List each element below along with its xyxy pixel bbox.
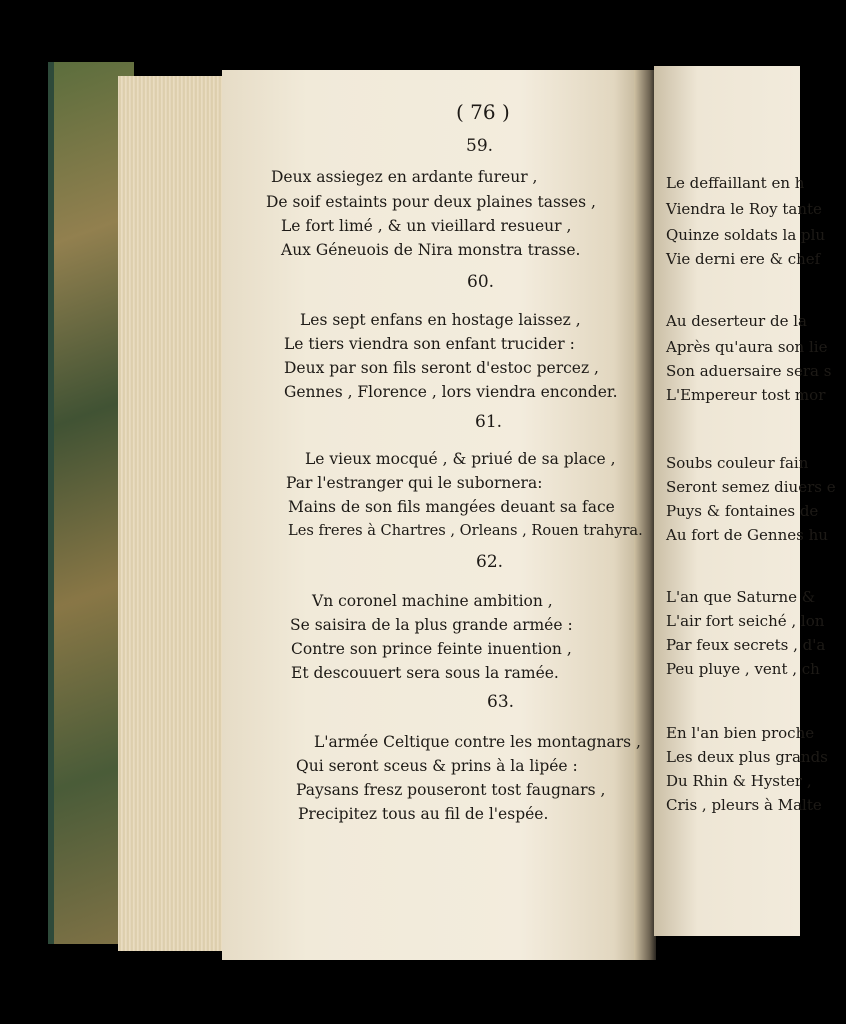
quatrain-line: Aux Géneuois de Nira monstra trasse.: [281, 241, 581, 259]
quatrain-line: Gennes , Florence , lors viendra enconder.: [284, 383, 618, 401]
page-edges: [118, 76, 226, 951]
quatrain-number: 61.: [475, 412, 503, 432]
right-page-line: L'an que Saturne &: [666, 588, 816, 606]
quatrain-line: Vn coronel machine ambition ,: [312, 592, 553, 610]
quatrain-line: Les sept enfans en hostage laissez ,: [300, 311, 581, 329]
page-number: ( 76 ): [456, 100, 510, 124]
quatrain-line: Le fort limé , & un vieillard resueur ,: [281, 217, 572, 235]
right-page-line: Puys & fontaines de: [666, 502, 819, 520]
quatrain-line: De soif estaints pour deux plaines tasses ,: [266, 193, 596, 211]
quatrain-line: Precipitez tous au fil de l'espée.: [298, 805, 549, 823]
right-page-line: Viendra le Roy tante: [666, 200, 822, 218]
quatrain-line: Par l'estranger qui le subornera:: [286, 474, 543, 492]
right-page-line: Vie derni ere & chef: [666, 250, 821, 268]
right-page-line: Soubs couleur fain: [666, 454, 809, 472]
quatrain-line: Qui seront sceus & prins à la lipée :: [296, 757, 578, 775]
right-page-line: Son aduersaire sera s: [666, 362, 832, 380]
quatrain-line: Deux assiegez en ardante fureur ,: [271, 168, 538, 186]
right-page-line: Au deserteur de la: [666, 312, 807, 330]
right-page-line: Seront semez diuers e: [666, 478, 836, 496]
right-page-line: Le deffaillant en h: [666, 174, 805, 192]
book-gutter: [634, 70, 656, 960]
quatrain-line: Se saisira de la plus grande armée :: [290, 616, 573, 634]
quatrain-line: Contre son prince feinte inuention ,: [291, 640, 572, 658]
quatrain-line: L'armée Celtique contre les montagnars ,: [314, 733, 641, 751]
right-page-line: En l'an bien proche: [666, 724, 815, 742]
right-page-line: Peu pluye , vent , ch: [666, 660, 820, 678]
right-page-line: Les deux plus grands: [666, 748, 828, 766]
quatrain-number: 60.: [467, 272, 495, 292]
quatrain-number: 59.: [466, 136, 494, 156]
right-page-line: Du Rhin & Hyster ,: [666, 772, 812, 790]
right-page-line: Quinze soldats la plu: [666, 226, 826, 244]
quatrain-line: Et descouuert sera sous la ramée.: [291, 664, 559, 682]
quatrain-number: 63.: [487, 692, 515, 712]
quatrain-line: Les freres à Chartres , Orleans , Rouen trahyra.: [288, 522, 643, 539]
quatrain-line: Paysans fresz pouseront tost faugnars ,: [296, 781, 606, 799]
right-page-line: Après qu'aura son lie: [666, 338, 828, 356]
right-page-line: L'air fort seiché , lon: [666, 612, 825, 630]
right-page-line: Par feux secrets , d'a: [666, 636, 826, 654]
right-page-line: Cris , pleurs à Malte: [666, 796, 822, 814]
quatrain-line: Le vieux mocqué , & priué de sa place ,: [305, 450, 616, 468]
right-page: [654, 66, 836, 936]
quatrain-line: Le tiers viendra son enfant trucider :: [284, 335, 575, 353]
quatrain-line: Deux par son fils seront d'estoc percez ,: [284, 359, 599, 377]
quatrain-line: Mains de son fils mangées deuant sa face: [288, 498, 615, 516]
right-page-line: Au fort de Gennes hu: [666, 526, 828, 544]
quatrain-number: 62.: [476, 552, 504, 572]
right-page-line: L'Empereur tost mor: [666, 386, 826, 404]
